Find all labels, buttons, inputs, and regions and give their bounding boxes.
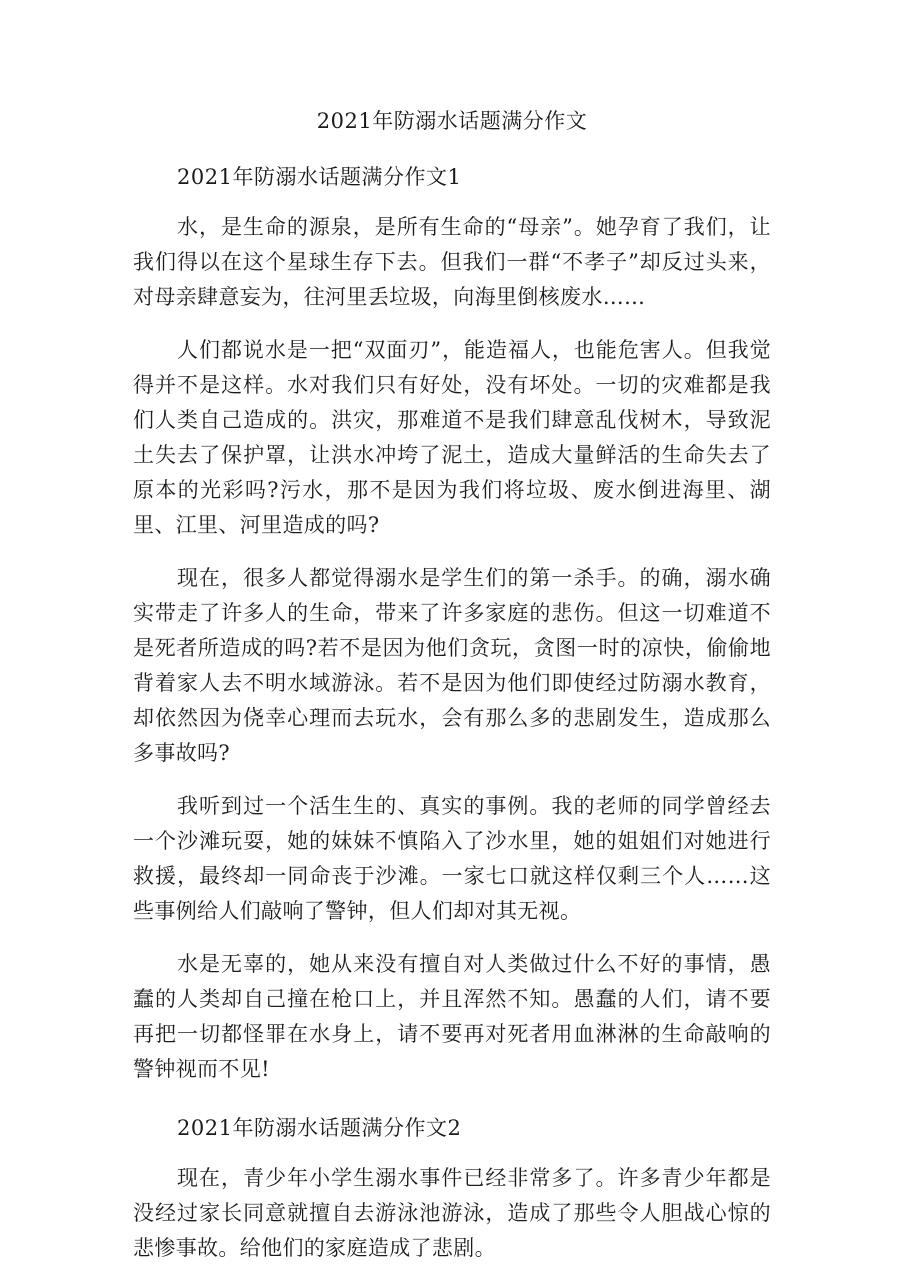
paragraph: 现在，很多人都觉得溺水是学生们的第一杀手。的确，溺水确实带走了许多人的生命，带来了许多家庭的悲伤。但这一切难道不是死者所造成的吗?若不是因为他们贪玩，贪图一时的凉快，偷偷地背着家人去不明水域游泳。若不是因为他们即使经过防溺水教育，却依然因为侥幸心理而去玩水，会有那么多的悲剧发生，造成那么多事故吗? [133,566,771,765]
page-title: 2021年防溺水话题满分作文 [316,109,588,133]
section-heading-1: 2021年防溺水话题满分作文1 [177,165,462,189]
paragraph: 人们都说水是一把“双面刃”，能造福人，也能危害人。但我觉得并不是这样。水对我们只有好处，没有坏处。一切的灾难都是我们人类自己造成的。洪灾，那难道不是我们肆意乱伐树木，导致泥土失去了保护罩，让洪水冲垮了泥土，造成大量鲜活的生命失去了原本的光彩吗?污水，那不是因为我们将垃圾、废水倒进海里、湖里、江里、河里造成的吗? [133,338,771,537]
paragraph: 现在，青少年小学生溺水事件已经非常多了。许多青少年都是没经过家长同意就擅自去游泳池游泳，造成了那些令人胆战心惊的悲惨事故。给他们的家庭造成了悲剧。 [133,1166,771,1260]
paragraph: 水是无辜的，她从来没有擅自对人类做过什么不好的事情，愚蠢的人类却自己撞在枪口上，并且浑然不知。愚蠢的人们，请不要再把一切都怪罪在水身上，请不要再对死者用血淋淋的生命敲响的警钟视而不见! [133,952,771,1081]
section-heading-2: 2021年防溺水话题满分作文2 [177,1116,462,1140]
document-content [133,104,771,1266]
paragraph: 我听到过一个活生生的、真实的事例。我的老师的同学曾经去一个沙滩玩耍，她的妹妹不慎陷入了沙水里，她的姐姐们对她进行救援，最终却一同命丧于沙滩。一家七口就这样仅剩三个人……这些事例给人们敲响了警钟，但人们却对其无视。 [133,794,771,923]
paragraph: 水，是生命的源泉，是所有生命的“母亲”。她孕育了我们，让我们得以在这个星球生存下去。但我们一群“不孝子”却反过头来，对母亲肆意妄为，往河里丢垃圾，向海里倒核废水…… [133,215,771,309]
